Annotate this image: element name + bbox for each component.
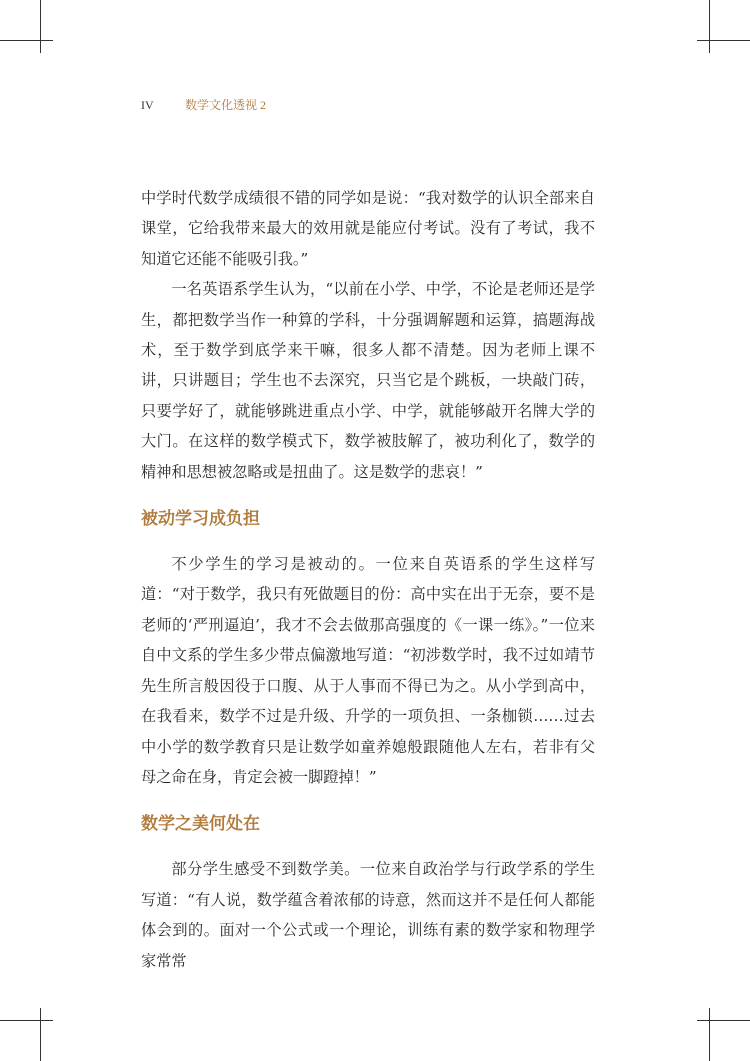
page-header — [141, 96, 266, 113]
paragraph: 中学时代数学成绩很不错的同学如是说：“我对数学的认识全部来自课堂，它给我带来最大的效用就是能应付考试。没有了考试，我不知道它还能不能吸引我。” — [141, 189, 595, 268]
page-body — [141, 183, 595, 976]
section-heading: 数学之美何处在 — [141, 814, 260, 835]
crop-mark — [697, 40, 750, 41]
crop-mark — [40, 0, 41, 53]
paragraph: 部分学生感受不到数学美。一位来自政治学与行政学系的学生写道：“有人说，数学蕴含着浓郁的诗意，然而这并不是任何人都能体会到的。面对一个公式或一个理论，训练有素的数学家和物理学家常常 — [141, 860, 595, 970]
running-title: 数学文化透视 2 — [185, 98, 267, 112]
crop-mark — [40, 1008, 41, 1061]
section-heading: 被动学习成负担 — [141, 509, 260, 530]
crop-mark — [0, 40, 53, 41]
crop-mark — [697, 1020, 750, 1021]
paragraph: 一名英语系学生认为，“以前在小学、中学，不论是老师还是学生，都把数学当作一种算的学科，十分强调解题和运算，搞题海战术，至于数学到底学来干嘛，很多人都不清楚。因为老师上课不讲，只讲题目；学生也不去深究，只当它是个跳板，一块敲门砖，只要学好了，就能够跳进重点小学、中学，就能够敲开名牌大学的大门。在这样的数学模式下，数学被肢解了，被功利化了，数学的精神和思想被忽略或是扭曲了。这是数学的悲哀！” — [141, 280, 595, 481]
crop-mark — [709, 1008, 710, 1061]
crop-mark — [709, 0, 710, 53]
page-number: IV — [141, 98, 154, 112]
paragraph: 不少学生的学习是被动的。一位来自英语系的学生这样写道：“对于数学，我只有死做题目的份：高中实在出于无奈，要不是老师的‘严刑逼迫’，我才不会去做那高强度的《一课一练》。”一位来自中文系的学生多少带点偏激地写道：“初涉数学时，我不过如靖节先生所言般因役于口腹、从于人事而不得已为之。从小学到高中，在我看来，数学不过是升级、升学的一项负担、一条枷锁……过去中小学的数学教育只是让数学如童养媳般跟随他人左右，若非有父母之命在身，肯定会被一脚蹬掉！” — [141, 555, 595, 786]
crop-mark — [0, 1020, 53, 1021]
